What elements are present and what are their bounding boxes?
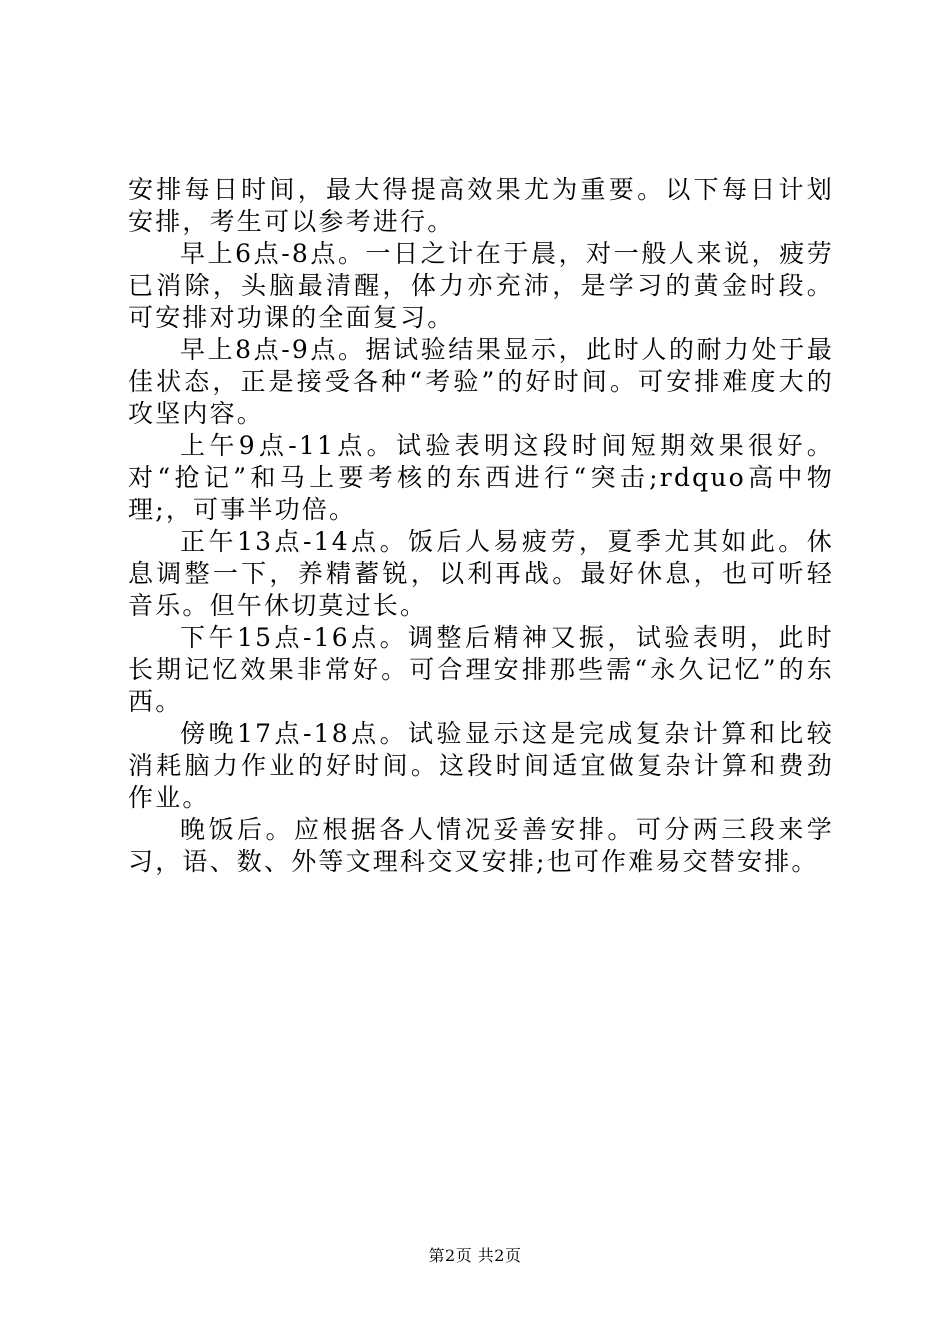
paragraph-15-16pm: 下午15点-16点。调整后精神又振，试验表明，此时长期记忆效果非常好。可合理安排那些需“永久记忆”的东西。 — [128, 623, 834, 716]
paragraph-after-dinner: 晚饭后。应根据各人情况妥善安排。可分两三段来学习，语、数、外等文理科交叉安排;也可作难易交替安排。 — [128, 815, 834, 876]
paragraph-13-14pm: 正午13点-14点。饭后人易疲劳，夏季尤其如此。休息调整一下，养精蓄锐，以利再战。最好休息，也可听轻音乐。但午休切莫过长。 — [128, 527, 834, 620]
paragraph-17-18pm: 傍晚17点-18点。试验显示这是完成复杂计算和比较消耗脑力作业的好时间。这段时间适宜做复杂计算和费劲作业。 — [128, 719, 834, 812]
paragraph-6-8am: 早上6点-8点。一日之计在于晨，对一般人来说，疲劳已消除，头脑最清醒，体力亦充沛，是学习的黄金时段。可安排对功课的全面复习。 — [128, 239, 834, 332]
paragraph-intro: 安排每日时间，最大得提高效果尤为重要。以下每日计划安排，考生可以参考进行。 — [128, 175, 834, 236]
paragraph-8-9am: 早上8点-9点。据试验结果显示，此时人的耐力处于最佳状态，正是接受各种“考验”的好时间。可安排难度大的攻坚内容。 — [128, 335, 834, 428]
paragraph-9-11am: 上午9点-11点。试验表明这段时间短期效果很好。对“抢记”和马上要考核的东西进行“突击;rdquo高中物理;，可事半功倍。 — [128, 431, 834, 524]
document-body — [128, 174, 834, 878]
page-number-footer: 第2页 共2页 — [428, 1246, 522, 1265]
